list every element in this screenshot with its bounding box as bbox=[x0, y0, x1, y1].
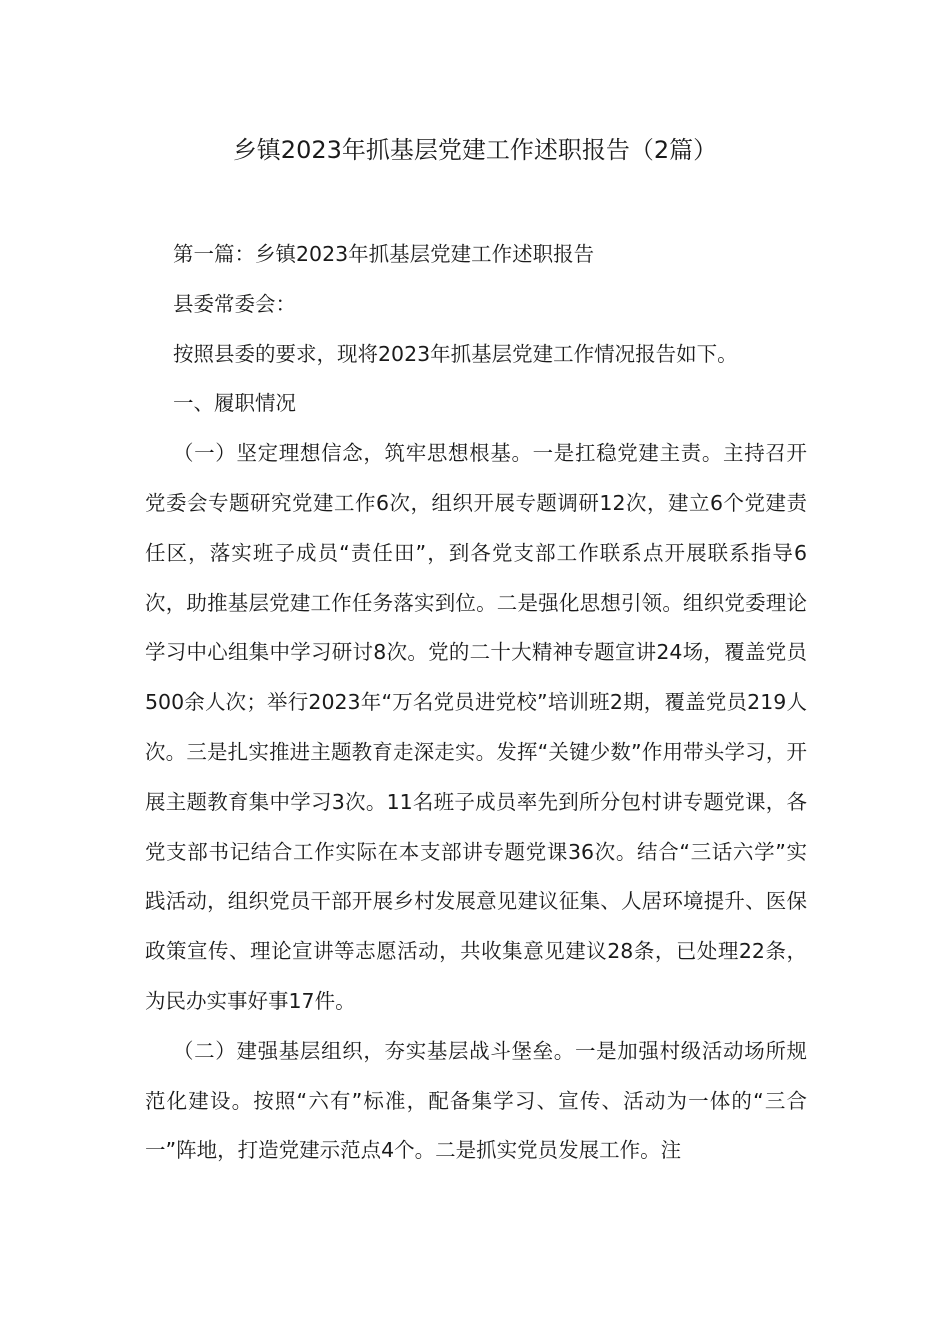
paragraph-grassroots-organization: （二）建强基层组织，夯实基层战斗堡垒。一是加强村级活动场所规范化建设。按照“六有”标准，配备集学习、宣传、活动为一体的“三合一”阵地，打造党建示范点4个。二是抓实党员发展工作。注 bbox=[145, 1038, 807, 1163]
salutation: 县委常委会： bbox=[173, 291, 296, 316]
intro-paragraph: 按照县委的要求，现将2023年抓基层党建工作情况报告如下。 bbox=[173, 341, 738, 366]
section-heading-performance: 一、履职情况 bbox=[173, 391, 296, 416]
document-body bbox=[145, 230, 807, 1176]
section-heading-first-report: 第一篇：乡镇2023年抓基层党建工作述职报告 bbox=[173, 242, 595, 266]
document-title: 乡镇2023年抓基层党建工作述职报告（2篇） bbox=[232, 136, 718, 164]
paragraph-ideals-beliefs: （一）坚定理想信念，筑牢思想根基。一是扛稳党建主责。主持召开党委会专题研究党建工作6次，组织开展专题调研12次，建立6个党建责任区，落实班子成员“责任田”，到各党支部工作联系点开展联系指导6次，助推基层党建工作任务落实到位。二是强化思想引领。组织党委理论学习中心组集中学习研讨8次。党的二十大精神专题宣讲24场，覆盖党员500余人次；举行2023年“万名党员进党校”培训班2期，覆盖党员219人次。三是扎实推进主题教育走深走实。发挥“关键少数”作用带头学习，开展主题教育集中学习3次。11名班子成员率先到所分包村讲专题党课，各党支部书记结合工作实际在本支部讲专题党课36次。结合“三话六学”实践活动，组织党员干部开展乡村发展意见建议征集、人居环境提升、医保政策宣传、理论宣讲等志愿活动，共收集意见建议28条，已处理22条，为民办实事好事17件。 bbox=[145, 441, 807, 1013]
